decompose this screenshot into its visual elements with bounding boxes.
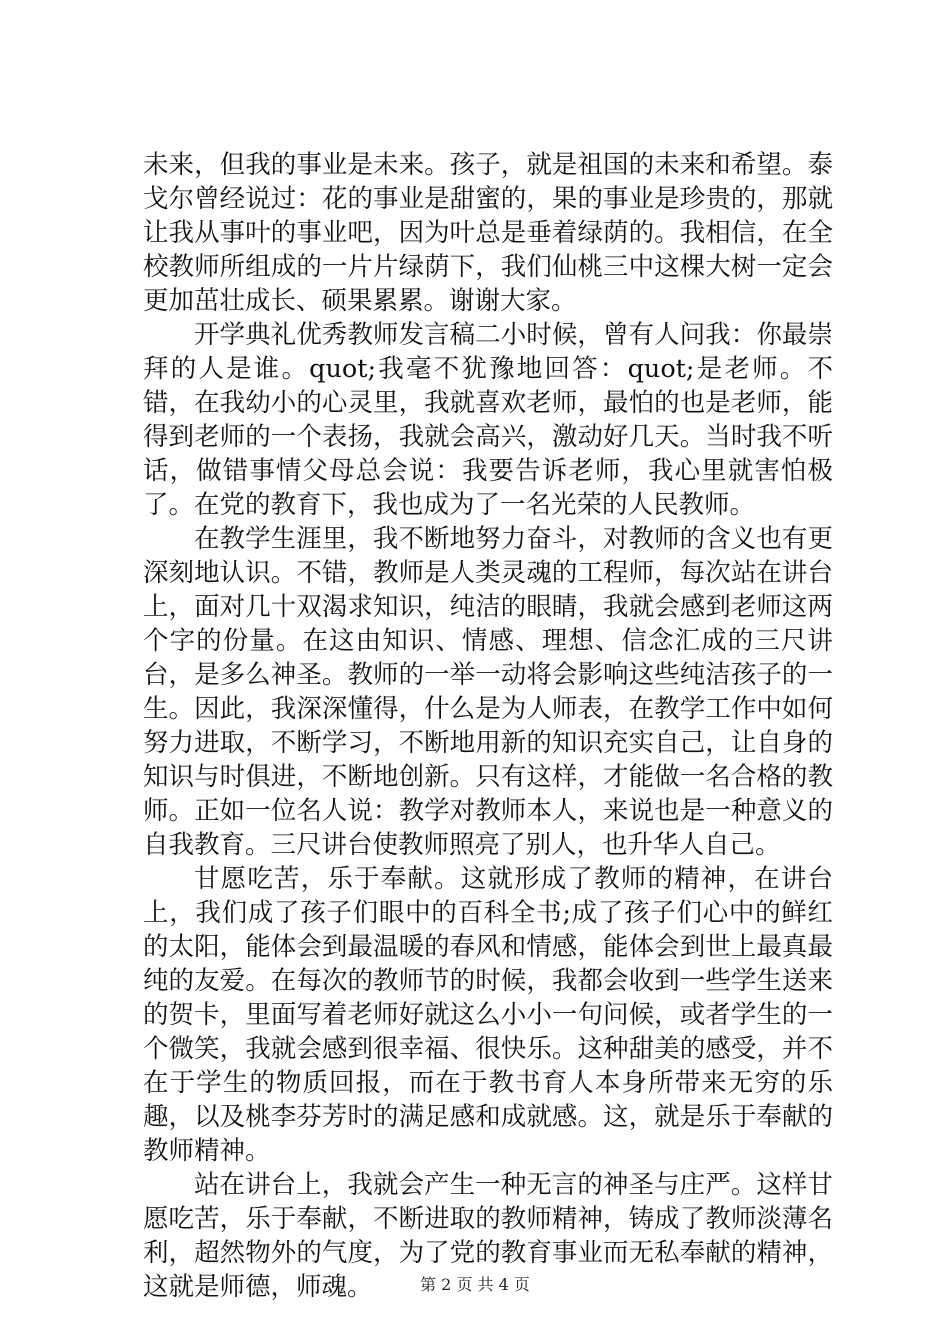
paragraph-3: 在教学生涯里，我不断地努力奋斗，对教师的含义也有更深刻地认识。不错，教师是人类灵魂的工程师，每次站在讲台上，面对几十双渴求知识，纯洁的眼睛，我就会感到老师这两个字的份量。在这由知识、情感、理想、信念汇成的三尺讲台，是多么神圣。教师的一举一动将会影响这些纯洁孩子的一生。因此，我深深懂得，什么是为人师表，在教学工作中如何努力进取，不断学习，不断地用新的知识充实自己，让自身的知识与时俱进，不断地创新。只有这样，才能做一名合格的教师。正如一位名人说：教学对教师本人，来说也是一种意义的自我教育。三尺讲台使教师照亮了别人，也升华人自己。 bbox=[143, 524, 833, 860]
paragraph-4: 甘愿吃苦，乐于奉献。这就形成了教师的精神，在讲台上，我们成了孩子们眼中的百科全书;成了孩子们心中的鲜红的太阳，能体会到最温暖的春风和情感，能体会到世上最真最纯的友爱。在每次的教师节的时候，我都会收到一些学生送来的贺卡，里面写着老师好就这么小小一句问候，或者学生的一个微笑，我就会感到很幸福、很快乐。这种甜美的感受，并不在于学生的物质回报，而在于教书育人本身所带来无穷的乐趣，以及桃李芬芳时的满足感和成就感。这，就是乐于奉献的教师精神。 bbox=[143, 864, 833, 1166]
paragraph-5: 站在讲台上，我就会产生一种无言的神圣与庄严。这样甘愿吃苦，乐于奉献，不断进取的教师精神，铸成了教师淡薄名利，超然物外的气度，为了党的教育事业而无私奉献的精神，这就是师德，师魂。 bbox=[143, 1170, 833, 1302]
document-body bbox=[143, 148, 833, 1304]
paragraph-1: 未来，但我的事业是未来。孩子，就是祖国的未来和希望。泰戈尔曾经说过：花的事业是甜蜜的，果的事业是珍贵的，那就让我从事叶的事业吧，因为叶总是垂着绿荫的。我相信，在全校教师所组成的一片片绿荫下，我们仙桃三中这棵大树一定会更加茁壮成长、硕果累累。谢谢大家。 bbox=[143, 150, 833, 316]
paragraph-2: 开学典礼优秀教师发言稿二小时候，曾有人问我：你最崇拜的人是谁。quot;我毫不犹豫地回答：quot;是老师。不错，在我幼小的心灵里，我就喜欢老师，最怕的也是老师，能得到老师的一个表扬，我就会高兴，激动好几天。当时我不听话，做错事情父母总会说：我要告诉老师，我心里就害怕极了。在党的教育下，我也成为了一名光荣的人民教师。 bbox=[143, 320, 833, 520]
page-number-footer: 第 2 页 共 4 页 bbox=[420, 1275, 530, 1294]
